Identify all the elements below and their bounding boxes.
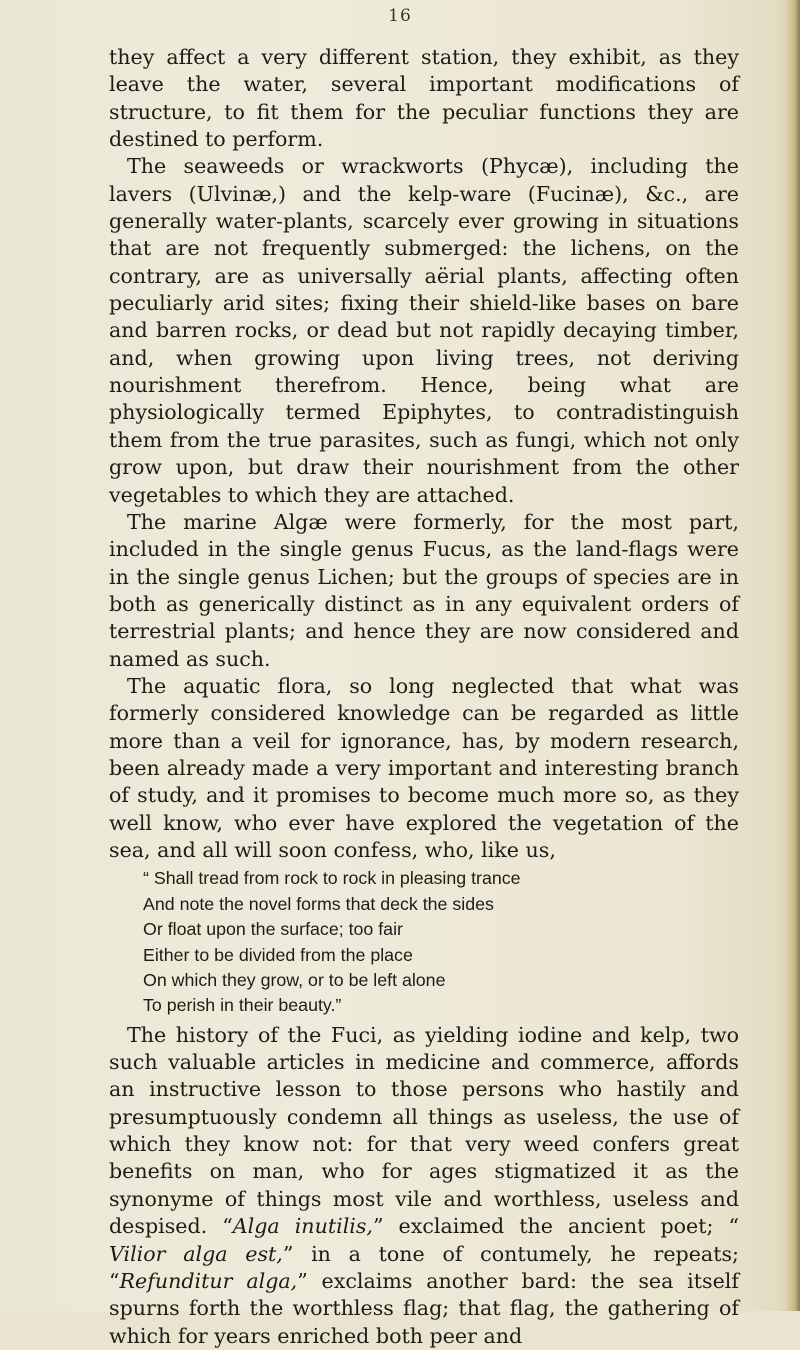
- latin-quote: Refunditur alga,: [119, 1268, 298, 1293]
- text-run: ” in a tone of contumely, he repeats; “: [109, 1241, 739, 1293]
- paragraph-seaweeds: The seaweeds or wrackworts (Phycæ), including the lavers (Ulvinæ,) and the kelp-ware (Fucinæ), &c., are generally water-plants, scarcely ever growing in situations that are not frequently submerged: the lichens, on the contrary, are as universally aërial plants, affecting often peculiarly arid sites; fixing their shield-like bases on bare and barren rocks, or dead but not rapidly decaying timber, and, when growing upon living trees, not deriving nourishment therefrom. Hence, being what are physiologically termed Epiphytes, to contradistinguish them from the true parasites, such as fungi, which not only grow upon, but draw their nourishment from the other vegetables to which they are attached.: [109, 154, 739, 507]
- text-run: ” exclaimed the ancient poet; “: [372, 1214, 739, 1239]
- page-edge-shadow: [786, 0, 800, 1311]
- body-text: [109, 44, 739, 1350]
- paragraph-marine-algae: The marine Algæ were formerly, for the most part, included in the single genus Fucus, as the land-flags were in the single genus Lichen; but the groups of species are in both as generically distinct as in any equivalent orders of terrestrial plants; and hence they are now considered and named as such.: [109, 509, 739, 671]
- page-number: 16: [388, 6, 412, 26]
- paragraph-history-of-fuci: [109, 1022, 739, 1350]
- latin-quote: Alga inutilis,: [232, 1214, 373, 1239]
- paragraph-aquatic-flora: The aquatic flora, so long neglected that what was formerly considered knowledge can be regarded as little more than a veil for ignorance, has, by modern research, been already made a very important and interesting branch of study, and it promises to become much more so, as they well know, who ever have explored the vegetation of the sea, and all will soon confess, who, like us,: [109, 673, 739, 862]
- latin-quote: Vilior alga est,: [109, 1241, 283, 1266]
- verse-line: Or float upon the surface; too fair: [143, 919, 403, 940]
- verse-line: To perish in their beauty.”: [143, 995, 342, 1016]
- verse-line: And note the novel forms that deck the sides: [143, 893, 494, 914]
- text-run: ” exclaims another bard: the sea itself spurns forth the worthless flag; that flag, the gathering of which for years enriched both peer and: [109, 1268, 739, 1348]
- verse-line: On which they grow, or to be left alone: [143, 969, 446, 990]
- verse-line: “ Shall tread from rock to rock in pleasing trance: [143, 868, 521, 889]
- paragraph-continued: they affect a very different station, they exhibit, as they leave the water, several important modifications of structure, to fit them for the peculiar functions they are destined to perform.: [109, 45, 739, 152]
- text-run: The history of the Fuci, as yielding iodine and kelp, two such valuable articles in medicine and commerce, affords an instructive lesson to those persons who hastily and presumptuously condemn all things as useless, the use of which they know not: for that very weed confers great benefits on man, who for ages stigmatized it as the synonyme of things most vile and worthless, useless and despised. “: [109, 1022, 739, 1239]
- verse-quotation: [109, 866, 739, 1018]
- verse-line: Either to be divided from the place: [143, 944, 413, 965]
